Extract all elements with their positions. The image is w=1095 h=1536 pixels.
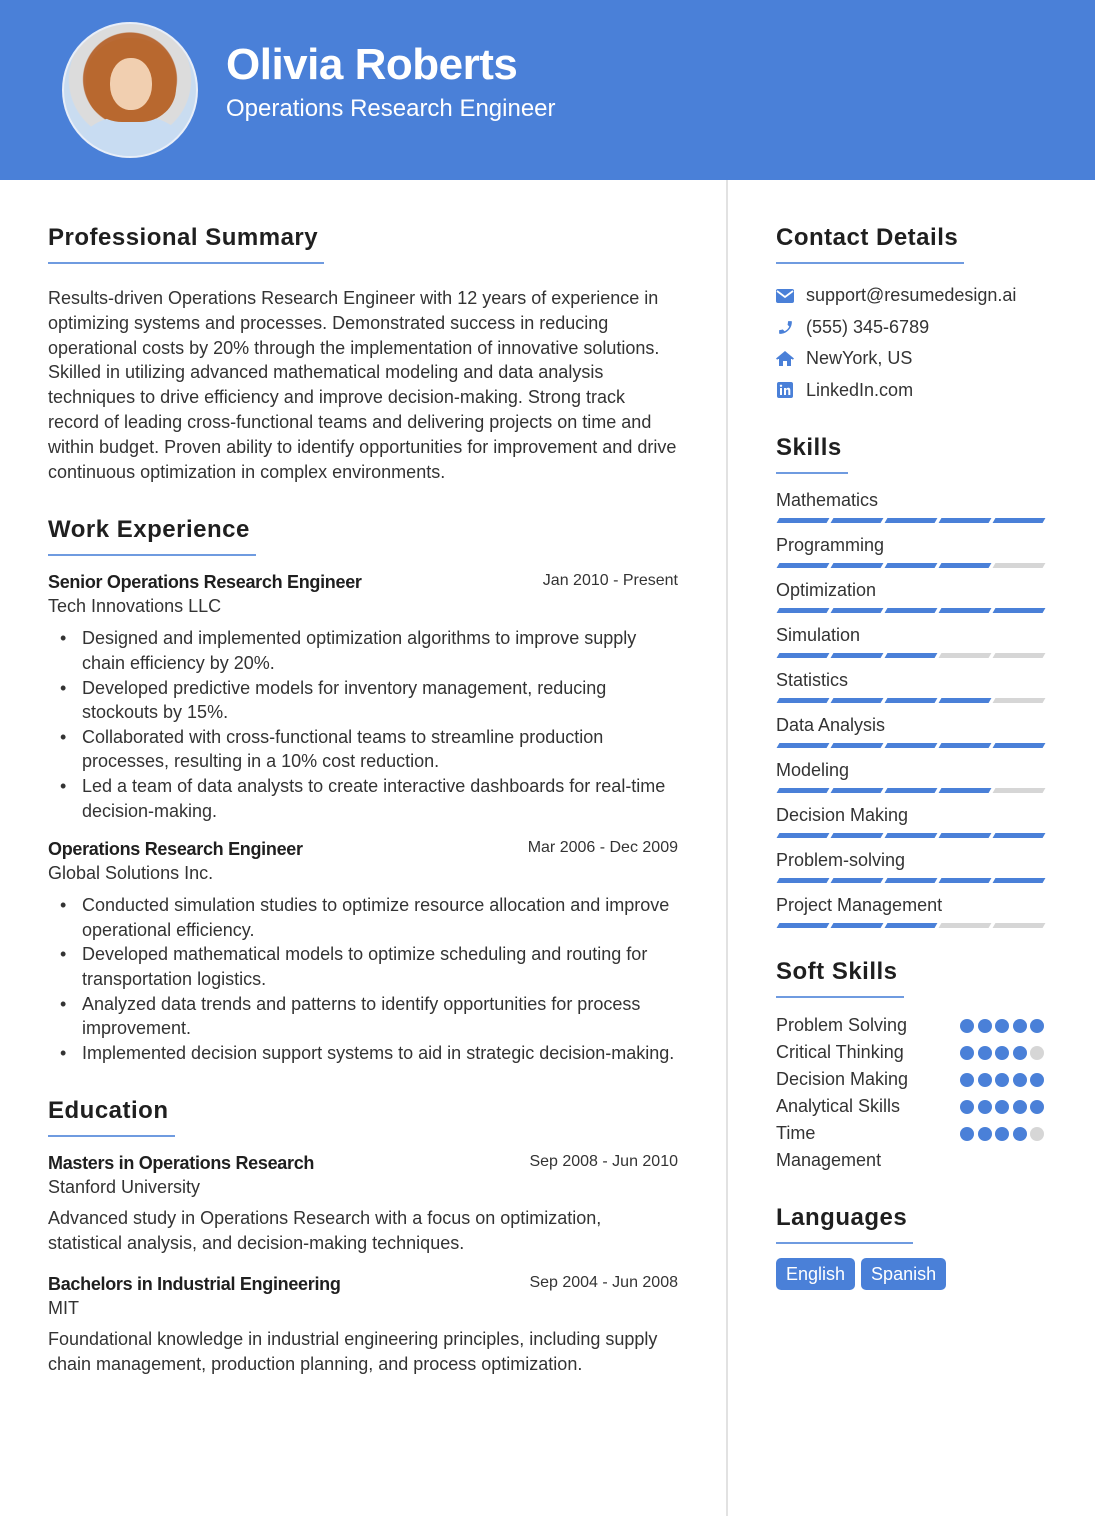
envelope-icon xyxy=(776,287,794,305)
skill-level-segment xyxy=(777,743,830,748)
profile-photo xyxy=(62,22,198,158)
job-bullet: • Implemented decision support systems to aid in strategic decision-making. xyxy=(48,1041,678,1066)
rating-dot xyxy=(995,1127,1009,1141)
skill-level-segment xyxy=(939,878,992,883)
soft-skill-item xyxy=(776,1012,1046,1039)
summary-text: Results-driven Operations Research Engineer with 12 years of experience in optimizing systems and processes. Demonstrated success in reducing operational costs by 20% through the implementation of innovative solutions. Skilled in utilizing advanced mathematical modeling and data analysis techniques to drive efficiency and improve decision-making. Strong track record of leading cross-functional teams and delivering projects on time and within budget. Proven ability to identify opportunities for improvement and drive continuous optimization in complex environments. xyxy=(48,288,677,482)
skill-level-segment xyxy=(777,518,830,523)
skill-level-segment xyxy=(831,653,884,658)
skill-level-bar xyxy=(776,653,1046,658)
rating-dot xyxy=(1013,1019,1027,1033)
rating-dot xyxy=(995,1046,1009,1060)
skill-label: Project Management xyxy=(776,895,943,915)
skill-level-segment xyxy=(939,653,992,658)
job-title: Senior Operations Research Engineer xyxy=(48,572,362,593)
job-bullet: • Designed and implemented optimization algorithms to improve supply chain efficiency by 20%. xyxy=(48,626,678,675)
job-bullet: • Developed predictive models for inventory management, reducing stockouts by 15%. xyxy=(48,676,678,725)
soft-skill-item xyxy=(776,1093,1046,1120)
education-dates: Sep 2008 - Jun 2010 xyxy=(529,1153,678,1171)
skill-level-segment xyxy=(777,788,830,793)
soft-skill-rating xyxy=(960,1100,1046,1114)
rating-dot xyxy=(978,1100,992,1114)
job-bullet: • Analyzed data trends and patterns to identify opportunities for process improvement. xyxy=(48,992,678,1041)
soft-skill-rating xyxy=(960,1019,1046,1033)
rating-dot xyxy=(1030,1127,1044,1141)
skill-level-bar xyxy=(776,608,1046,613)
education-list xyxy=(48,1151,678,1376)
contact-text: support@resumedesign.ai xyxy=(806,285,1017,306)
rating-dot xyxy=(960,1073,974,1087)
skill-level-segment xyxy=(993,653,1046,658)
job-bullet: • Developed mathematical models to optimize scheduling and routing for transportation logistics. xyxy=(48,942,678,991)
skill-level-segment xyxy=(885,698,938,703)
experience-heading: Work Experience xyxy=(48,516,256,556)
skill-level-segment xyxy=(885,563,938,568)
skill-label: Statistics xyxy=(776,670,849,690)
photo-face xyxy=(110,58,152,110)
skill-label: Simulation xyxy=(776,625,861,645)
rating-dot xyxy=(1013,1046,1027,1060)
skill-level-segment xyxy=(831,788,884,793)
skill-level-segment xyxy=(939,833,992,838)
contact-section xyxy=(776,224,1046,406)
contact-heading: Contact Details xyxy=(776,224,964,264)
experience-section xyxy=(48,516,678,1065)
job-dates: Jan 2010 - Present xyxy=(542,572,678,590)
rating-dot xyxy=(1013,1073,1027,1087)
job-bullets xyxy=(48,626,678,823)
skills-heading: Skills xyxy=(776,434,848,474)
home-icon xyxy=(776,350,794,368)
skill-level-bar xyxy=(776,743,1046,748)
contact-item[interactable] xyxy=(776,312,1046,344)
rating-dot xyxy=(978,1127,992,1141)
skill-level-segment xyxy=(885,923,938,928)
skill-label: Decision Making xyxy=(776,805,909,825)
rating-dot xyxy=(995,1073,1009,1087)
skill-level-segment xyxy=(777,833,830,838)
candidate-title: Operations Research Engineer xyxy=(226,95,556,122)
skill-level-segment xyxy=(993,788,1046,793)
school-name: Stanford University xyxy=(48,1177,201,1198)
skill-level-segment xyxy=(777,923,830,928)
soft-skills-heading: Soft Skills xyxy=(776,958,904,998)
education-dates: Sep 2004 - Jun 2008 xyxy=(529,1273,678,1291)
soft-skill-rating xyxy=(960,1073,1046,1087)
rating-dot xyxy=(1030,1019,1044,1033)
skill-level-bar xyxy=(776,518,1046,523)
soft-skills-section xyxy=(776,958,1046,1174)
contact-text: (555) 345-6789 xyxy=(806,316,930,337)
candidate-name: Olivia Roberts xyxy=(226,40,518,89)
education-heading: Education xyxy=(48,1097,175,1137)
skill-level-segment xyxy=(831,563,884,568)
job-bullets xyxy=(48,893,678,1065)
skill-label: Data Analysis xyxy=(776,715,886,735)
soft-skill-item xyxy=(776,1039,1046,1066)
rating-dot xyxy=(1013,1127,1027,1141)
skill-level-segment xyxy=(885,833,938,838)
skill-level-segment xyxy=(777,563,830,568)
skill-item xyxy=(776,713,1046,748)
education-description: Foundational knowledge in industrial engineering principles, including supply chain management, production planning, and process optimization. xyxy=(48,1328,658,1374)
rating-dot xyxy=(960,1127,974,1141)
skill-level-segment xyxy=(885,653,938,658)
languages-section xyxy=(776,1204,1046,1290)
skill-level-segment xyxy=(939,698,992,703)
rating-dot xyxy=(978,1019,992,1033)
skill-level-segment xyxy=(939,788,992,793)
resume-header xyxy=(0,0,1095,180)
skill-item xyxy=(776,758,1046,793)
skill-level-segment xyxy=(831,743,884,748)
contact-item[interactable] xyxy=(776,280,1046,312)
skill-item xyxy=(776,668,1046,703)
soft-skill-label: Time Management xyxy=(776,1123,882,1170)
skill-level-segment xyxy=(993,698,1046,703)
skill-level-segment xyxy=(777,653,830,658)
skill-level-segment xyxy=(777,878,830,883)
rating-dot xyxy=(1013,1100,1027,1114)
skill-level-segment xyxy=(831,923,884,928)
soft-skills-list xyxy=(776,1012,1046,1174)
skills-section xyxy=(776,434,1046,928)
education-entry xyxy=(48,1272,678,1377)
summary-heading: Professional Summary xyxy=(48,224,324,264)
rating-dot xyxy=(995,1019,1009,1033)
skill-item xyxy=(776,803,1046,838)
skill-level-segment xyxy=(777,608,830,613)
job-dates: Mar 2006 - Dec 2009 xyxy=(527,839,678,857)
contact-text: LinkedIn.com xyxy=(806,379,914,400)
skill-level-segment xyxy=(993,608,1046,613)
rating-dot xyxy=(1030,1100,1044,1114)
main-column xyxy=(48,224,678,1376)
skill-level-segment xyxy=(939,923,992,928)
language-list xyxy=(776,1258,1046,1290)
column-divider xyxy=(726,180,728,1516)
degree-title: Bachelors in Industrial Engineering xyxy=(48,1273,341,1294)
rating-dot xyxy=(1030,1046,1044,1060)
rating-dot xyxy=(960,1019,974,1033)
skill-level-bar xyxy=(776,878,1046,883)
skill-item xyxy=(776,578,1046,613)
soft-skill-rating xyxy=(960,1127,1046,1141)
soft-skill-item xyxy=(776,1120,1046,1174)
phone-icon xyxy=(776,318,794,336)
skill-level-bar xyxy=(776,833,1046,838)
skill-level-segment xyxy=(777,698,830,703)
contact-item[interactable] xyxy=(776,343,1046,375)
skill-level-segment xyxy=(831,608,884,613)
skill-level-segment xyxy=(993,833,1046,838)
rating-dot xyxy=(978,1046,992,1060)
skill-label: Problem-solving xyxy=(776,850,906,870)
sidebar-column xyxy=(776,224,1046,1290)
rating-dot xyxy=(960,1100,974,1114)
rating-dot xyxy=(995,1100,1009,1114)
job-company: Global Solutions Inc. xyxy=(48,863,214,884)
skill-level-segment xyxy=(885,743,938,748)
soft-skill-item xyxy=(776,1066,1046,1093)
skill-item xyxy=(776,488,1046,523)
skill-item xyxy=(776,533,1046,568)
school-name: MIT xyxy=(48,1297,79,1318)
soft-skill-label: Critical Thinking xyxy=(776,1042,904,1062)
skill-level-segment xyxy=(939,743,992,748)
skill-level-segment xyxy=(939,608,992,613)
job-company: Tech Innovations LLC xyxy=(48,596,222,617)
skill-item xyxy=(776,893,1046,928)
skill-level-segment xyxy=(993,878,1046,883)
skill-label: Modeling xyxy=(776,760,850,780)
skill-level-bar xyxy=(776,788,1046,793)
skill-level-segment xyxy=(939,563,992,568)
skill-label: Programming xyxy=(776,535,885,555)
languages-heading: Languages xyxy=(776,1204,913,1244)
skill-level-segment xyxy=(993,923,1046,928)
degree-title: Masters in Operations Research xyxy=(48,1153,315,1174)
skill-level-segment xyxy=(939,518,992,523)
skill-level-segment xyxy=(993,563,1046,568)
job-title: Operations Research Engineer xyxy=(48,839,303,860)
language-tag: English xyxy=(776,1258,855,1290)
job-entry xyxy=(48,837,678,1065)
job-bullet: • Conducted simulation studies to optimize resource allocation and improve operational efficiency. xyxy=(48,893,678,942)
soft-skill-label: Analytical Skills xyxy=(776,1096,901,1116)
skill-level-segment xyxy=(831,833,884,838)
linkedin-icon xyxy=(776,381,794,399)
education-entry xyxy=(48,1151,678,1256)
contact-text: NewYork, US xyxy=(806,348,913,369)
soft-skill-label: Problem Solving xyxy=(776,1015,908,1035)
language-tag: Spanish xyxy=(861,1258,946,1290)
rating-dot xyxy=(1030,1073,1044,1087)
job-entry xyxy=(48,570,678,823)
skill-level-segment xyxy=(831,878,884,883)
skill-level-bar xyxy=(776,923,1046,928)
summary-section xyxy=(48,224,678,484)
contact-item[interactable] xyxy=(776,375,1046,407)
skill-level-bar xyxy=(776,698,1046,703)
rating-dot xyxy=(978,1073,992,1087)
skill-level-segment xyxy=(831,698,884,703)
skill-level-segment xyxy=(993,743,1046,748)
skill-level-segment xyxy=(885,878,938,883)
education-section xyxy=(48,1097,678,1376)
job-bullet: • Led a team of data analysts to create interactive dashboards for real-time decision-making. xyxy=(48,774,678,823)
education-description: Advanced study in Operations Research with a focus on optimization, statistical analysis, and decision-making techniques. xyxy=(48,1208,602,1254)
skill-item xyxy=(776,623,1046,658)
photo-shirt xyxy=(82,116,182,158)
contact-list xyxy=(776,280,1046,406)
soft-skill-label: Decision Making xyxy=(776,1069,909,1089)
skill-level-segment xyxy=(885,608,938,613)
rating-dot xyxy=(960,1046,974,1060)
skill-label: Mathematics xyxy=(776,490,879,510)
skills-list xyxy=(776,488,1046,928)
job-bullet: • Collaborated with cross-functional teams to streamline production processes, resulting in a 10% cost reduction. xyxy=(48,725,678,774)
job-list xyxy=(48,570,678,1065)
skill-level-bar xyxy=(776,563,1046,568)
skill-item xyxy=(776,848,1046,883)
soft-skill-rating xyxy=(960,1046,1046,1060)
skill-label: Optimization xyxy=(776,580,877,600)
skill-level-segment xyxy=(885,788,938,793)
skill-level-segment xyxy=(831,518,884,523)
skill-level-segment xyxy=(885,518,938,523)
skill-level-segment xyxy=(993,518,1046,523)
